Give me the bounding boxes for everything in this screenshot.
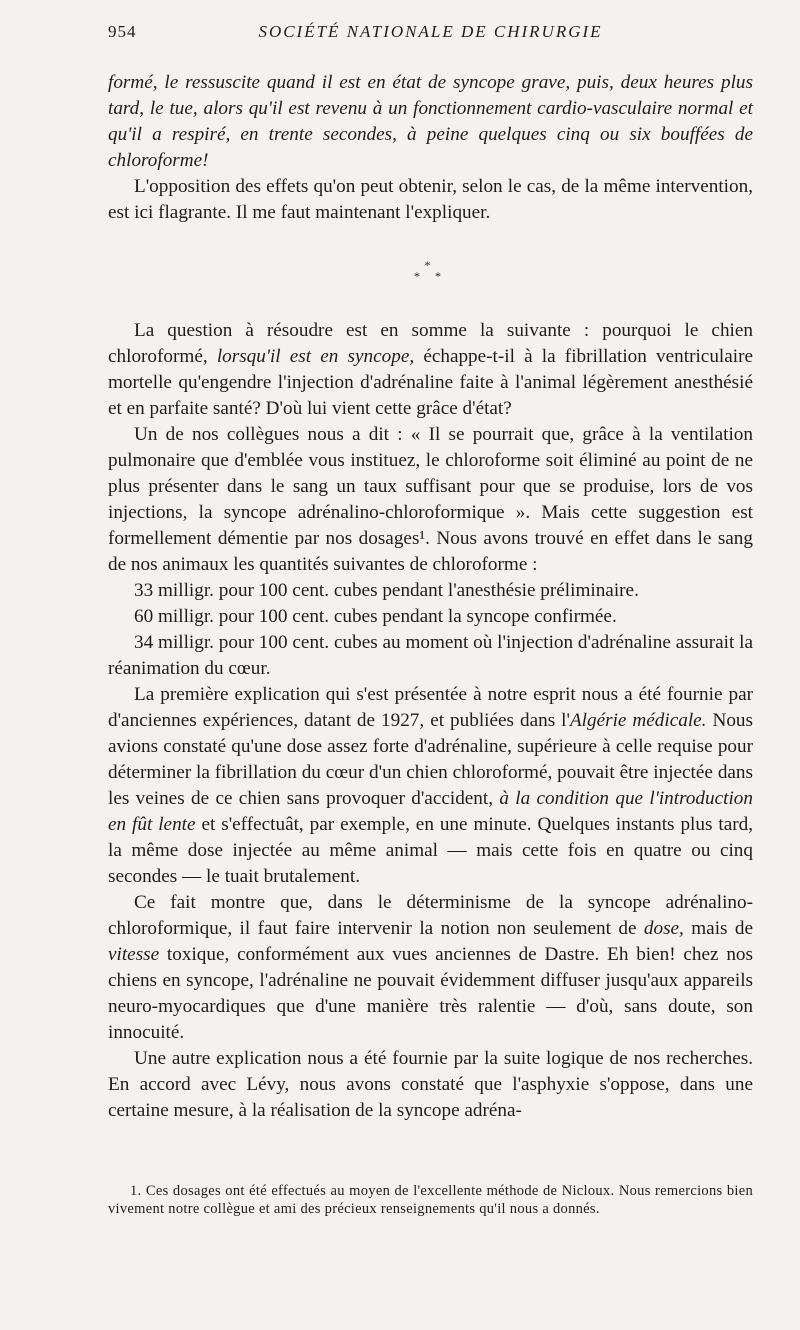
asterism-bottom: * * — [414, 269, 447, 283]
body-text — [108, 70, 753, 1124]
paragraph: Un de nos collègues nous a dit : « Il se pourrait que, grâce à la ventilation pulmonaire que d'emblée vous instituez, le chloroforme soit éliminé au point de ne plus présenter dans le sang un taux suffisant pour que se produise, lors de vos injections, la syncope adrénalino-chloroformique ». Mais cette suggestion est formellement démentie par nos dosages¹. Nous avons trouvé en effet dans le sang de nos animaux les quantités suivantes de chloroforme : — [108, 424, 753, 575]
asterism-top: * — [424, 258, 437, 272]
page-number: 954 — [108, 22, 137, 41]
text-run: toxique, conformément aux vues anciennes de Dastre. Eh bien! chez nos chiens en syncope, l'adrénaline ne pouvait évidemment diffuser jusqu'aux appareils neuro-myocardiques que d'une manière très ralentie — d'où, sans doute, son innocuité. — [108, 944, 753, 1043]
paragraph: Une autre explication nous a été fournie par la suite logique de nos recherches. En accord avec Lévy, nous avons constaté que l'asphyxie s'oppose, dans une certaine mesure, à la réalisation de la syncope adréna- — [108, 1048, 753, 1121]
text-run: et s'effectuât, par exemple, en une minute. Quelques instants plus tard, la même dose injectée au même animal — mais cette fois en quatre ou cinq secondes — le tuait brutalement. — [108, 814, 754, 887]
italic-text: Algérie médicale. — [569, 710, 707, 731]
paragraph: L'opposition des effets qu'on peut obtenir, selon le cas, de la même intervention, est ici flagrante. Il me faut maintenant l'expliquer. — [108, 176, 753, 223]
text-run: Nous avions constaté qu'une dose assez forte d'adrénaline, supérieure à celle requise pour déterminer la fibrillation du cœur d'un chien chloroformé, pouvait être injectée dans les veines de ce chien sans provoquer d'accident, — [108, 710, 753, 809]
paragraph — [108, 890, 753, 1046]
paragraph — [108, 318, 753, 422]
italic-text: lorsqu'il est en syncope, — [216, 346, 415, 367]
dose-line: 34 milligr. pour 100 cent. cubes au moment où l'injection d'adrénaline assurait la réanimation du cœur. — [108, 632, 753, 679]
italic-text: à la condition que l'introduction en fût lente — [108, 788, 753, 835]
dose-line: 60 milligr. pour 100 cent. cubes pendant la syncope confirmée. — [134, 606, 617, 627]
paragraph-continuation — [108, 70, 753, 174]
paragraph — [108, 682, 753, 890]
text-run: échappe-t-il à la fibrillation ventriculaire mortelle qu'engendre l'injection d'adrénaline faite à l'animal légèrement anesthésié et en parfaite santé? D'où lui vient cette grâce d'état? — [108, 346, 753, 419]
asterism — [108, 260, 753, 282]
dose-line: 33 milligr. pour 100 cent. cubes pendant l'anesthésie préliminaire. — [134, 580, 639, 601]
text-run: La question à résoudre est en somme la suivante : pourquoi le chien chloroformé, — [108, 320, 753, 367]
footnotes — [108, 1182, 753, 1218]
italic-text: dose, — [643, 918, 684, 939]
italic-text: vitesse — [108, 944, 160, 965]
text-run: La première explication qui s'est présentée à notre esprit nous a été fournie par d'anciennes expériences, datant de 1927, et publiées dans l' — [108, 684, 753, 731]
text-run: Ce fait montre que, dans le déterminisme de la syncope adrénalino-chloroformique, il faut faire intervenir la notion non seulement de — [108, 892, 753, 939]
text-run: mais de — [683, 918, 753, 939]
running-title: SOCIÉTÉ NATIONALE DE CHIRURGIE — [258, 22, 603, 41]
italic-text: formé, le ressuscite quand il est en état de syncope grave, puis, deux heures plus tard, le tue, alors qu'il est revenu à un fonctionnement cardio-vasculaire normal et qu'il a respiré, en trente secondes, à peine quelques cinq ou six bouffées de chloroforme! — [108, 72, 753, 171]
page-header — [108, 22, 753, 46]
footnote: 1. Ces dosages ont été effectués au moyen de l'excellente méthode de Nicloux. Nous remercions bien vivement notre collègue et ami des précieux renseignements qu'il nous a donnés. — [108, 1183, 753, 1217]
